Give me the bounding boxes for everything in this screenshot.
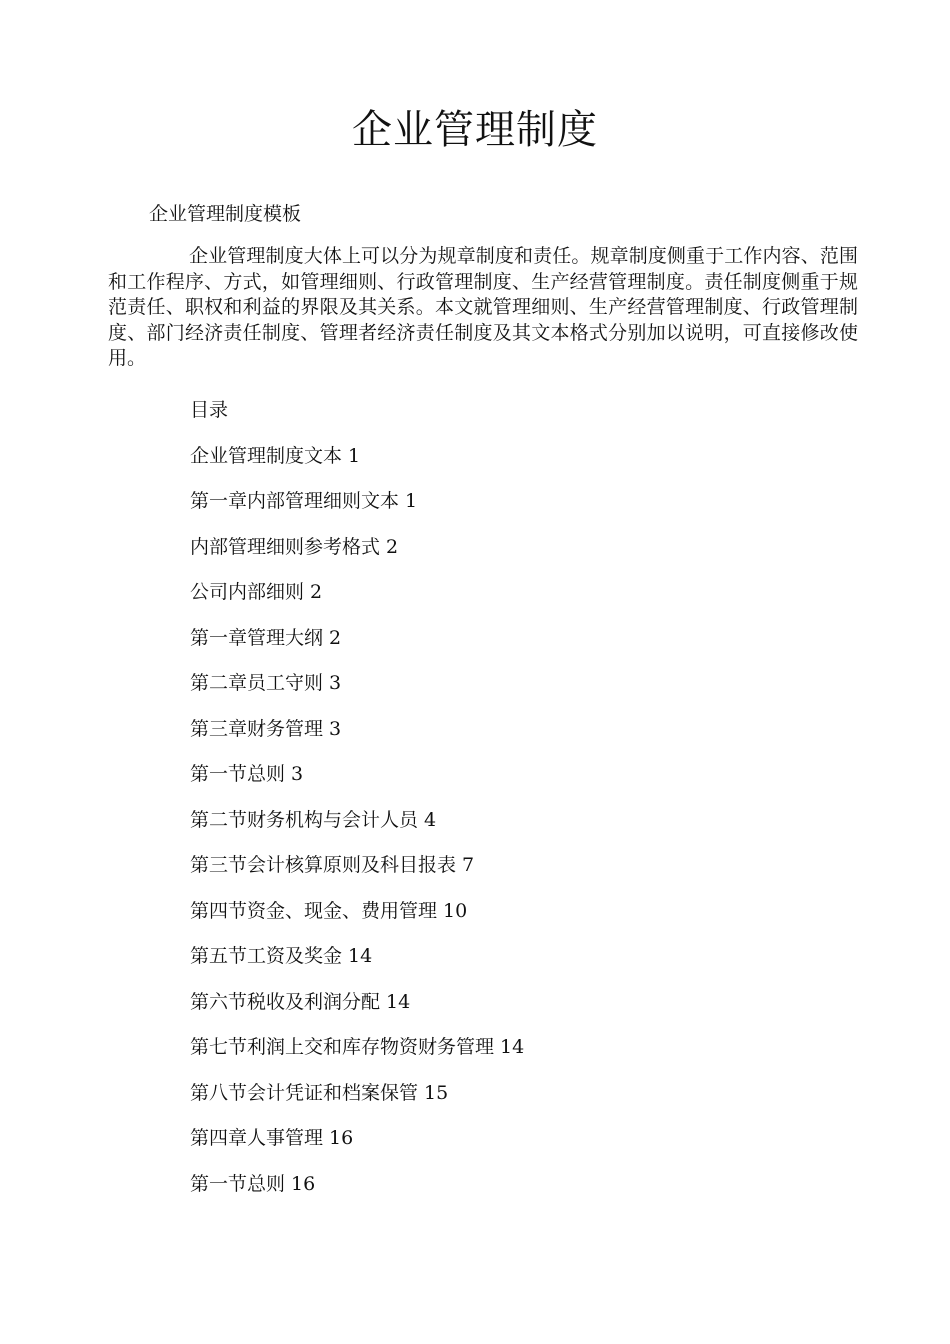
- toc-item: 第一节总则 16: [190, 1172, 316, 1195]
- toc-item: 公司内部细则 2: [190, 581, 323, 603]
- toc-item: 企业管理制度文本 1: [190, 444, 361, 467]
- toc-item: 第五节工资及奖金 14: [190, 945, 373, 967]
- document-subtitle: 企业管理制度模板: [149, 203, 302, 225]
- toc-item: 第八节会计凭证和档案保管 15: [190, 1081, 449, 1104]
- toc-heading: 目录: [190, 399, 229, 421]
- toc-item: 第一节总则 3: [190, 763, 304, 785]
- toc-item: 第一章内部管理细则文本 1: [190, 490, 418, 512]
- toc-item: 内部管理细则参考格式 2: [190, 535, 399, 558]
- toc-item: 第三节会计核算原则及科目报表 7: [190, 854, 475, 876]
- toc-item: 第四节资金、现金、费用管理 10: [190, 899, 468, 922]
- toc-item: 第一章管理大纲 2: [190, 626, 342, 649]
- toc-item: 第六节税收及利润分配 14: [190, 990, 411, 1013]
- toc-item: 第七节利润上交和库存物资财务管理 14: [190, 1036, 525, 1058]
- toc-item: 第二节财务机构与会计人员 4: [190, 808, 437, 831]
- toc-item: 第二章员工守则 3: [190, 672, 342, 694]
- toc-item: 第三章财务管理 3: [190, 717, 342, 740]
- intro-paragraph: 企业管理制度大体上可以分为规章制度和责任。规章制度侧重于工作内容、范围和工作程序、方式，如管理细则、行政管理制度、生产经营管理制度。责任制度侧重于规范责任、职权和利益的界限及其关系。本文就管理细则、生产经营管理制度、行政管理制度、部门经济责任制度、管理者经济责任制度及其文本格式分别加以说明，可直接修改使用。: [108, 245, 858, 369]
- toc-list: [190, 442, 524, 1216]
- document-title: 企业管理制度: [352, 107, 598, 153]
- table-of-contents: [190, 396, 524, 1215]
- toc-item: 第四章人事管理 16: [190, 1127, 354, 1149]
